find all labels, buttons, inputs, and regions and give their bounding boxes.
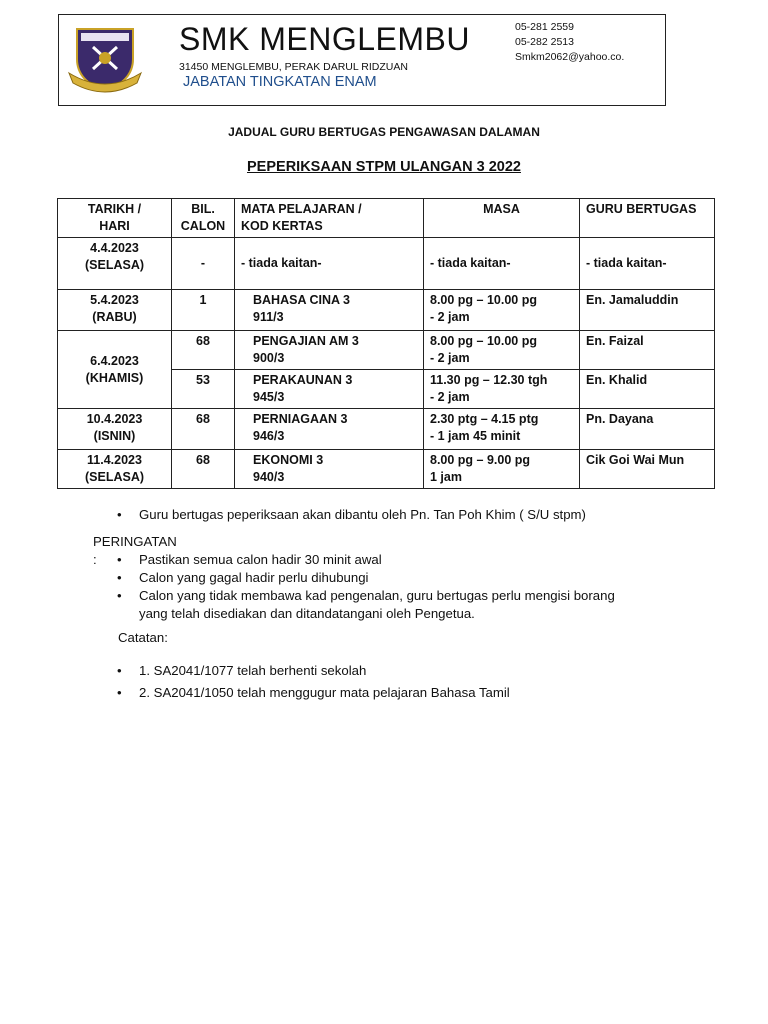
masa-time: 11.30 pg – 12.30 tgh bbox=[430, 373, 548, 387]
date-text: 5.4.2023 bbox=[90, 293, 139, 307]
cell-subject bbox=[235, 370, 424, 409]
phone-2: 05-282 2513 bbox=[515, 36, 574, 48]
peringatan-heading: PERINGATAN : bbox=[93, 534, 177, 567]
table-row bbox=[58, 238, 715, 290]
cell-masa bbox=[424, 450, 580, 489]
subject-name: PERAKAUNAN 3 bbox=[253, 373, 353, 387]
table-row bbox=[58, 450, 715, 489]
subject-code: 911/3 bbox=[253, 310, 284, 324]
cell-guru: - tiada kaitan- bbox=[580, 238, 715, 290]
header-date-line1: TARIKH / bbox=[87, 202, 142, 216]
day-text: (ISNIN) bbox=[93, 429, 136, 443]
header-bil bbox=[172, 199, 235, 238]
subject-code: 900/3 bbox=[253, 351, 285, 365]
cell-subject bbox=[235, 409, 424, 450]
cell-masa bbox=[424, 370, 580, 409]
masa-time: 8.00 pg – 10.00 pg bbox=[430, 334, 537, 348]
letterhead bbox=[58, 14, 666, 106]
cell-date bbox=[58, 238, 172, 290]
day-text: (KHAMIS) bbox=[85, 370, 144, 385]
phone-1: 05-281 2559 bbox=[515, 21, 574, 33]
peringatan-item: Pastikan semua calon hadir 30 minit awal bbox=[139, 552, 382, 567]
cell-guru: Pn. Dayana bbox=[580, 409, 715, 450]
header-bil-line1: BIL. bbox=[191, 202, 215, 216]
header-bil-line2: CALON bbox=[180, 219, 226, 233]
subject-name: BAHASA CINA 3 bbox=[253, 293, 350, 307]
header-guru: GURU BERTUGAS bbox=[580, 199, 715, 238]
school-name: SMK MENGLEMBU bbox=[179, 21, 470, 57]
cell-guru: En. Jamaluddin bbox=[580, 290, 715, 331]
cell-subject bbox=[235, 290, 424, 331]
masa-time: 8.00 pg – 9.00 pg bbox=[430, 453, 531, 467]
cell-guru: En. Khalid bbox=[580, 370, 715, 409]
cell-masa: - tiada kaitan- bbox=[424, 238, 580, 290]
catatan-item: 1. SA2041/1077 telah berhenti sekolah bbox=[139, 663, 367, 678]
header-subject bbox=[235, 199, 424, 238]
contact-info bbox=[515, 20, 624, 65]
header-subject-line2: KOD KERTAS bbox=[241, 219, 323, 233]
cell-date bbox=[58, 331, 172, 409]
bullet: • bbox=[117, 552, 122, 567]
date-text: 11.4.2023 bbox=[87, 453, 142, 467]
bullet: • bbox=[117, 507, 122, 522]
cell-bil: 68 bbox=[172, 450, 235, 489]
table-header-row bbox=[58, 199, 715, 238]
header-date bbox=[58, 199, 172, 238]
peringatan-item: Calon yang gagal hadir perlu dihubungi bbox=[139, 570, 369, 585]
table-row bbox=[58, 331, 715, 370]
peringatan-item: yang telah disediakan dan ditandatangani oleh Pengetua. bbox=[139, 606, 475, 621]
header-masa: MASA bbox=[424, 199, 580, 238]
subject-name: PERNIAGAAN 3 bbox=[253, 412, 348, 426]
cell-masa bbox=[424, 409, 580, 450]
cell-subject bbox=[235, 331, 424, 370]
cell-date bbox=[58, 409, 172, 450]
date-text: 10.4.2023 bbox=[86, 412, 143, 426]
masa-time: 2.30 ptg – 4.15 ptg bbox=[430, 412, 539, 426]
cell-subject bbox=[235, 450, 424, 489]
masa-duration: - 1 jam 45 minit bbox=[430, 429, 521, 443]
header-subject-line1: MATA PELAJARAN / bbox=[241, 202, 362, 216]
table-row bbox=[58, 409, 715, 450]
subject-code: 940/3 bbox=[253, 470, 285, 484]
subject-name: PENGAJIAN AM 3 bbox=[253, 334, 359, 348]
email: Smkm2062@yahoo.co. bbox=[515, 51, 625, 63]
cell-masa bbox=[424, 290, 580, 331]
masa-duration: 1 jam bbox=[430, 470, 462, 484]
school-crest-logo bbox=[67, 25, 143, 93]
school-address: 31450 MENGLEMBU, PERAK DARUL RIDZUAN bbox=[179, 61, 408, 73]
bullet: • bbox=[117, 570, 122, 585]
cell-masa bbox=[424, 331, 580, 370]
note-assist: Guru bertugas peperiksaan akan dibantu oleh Pn. Tan Poh Khim ( S/U stpm) bbox=[139, 507, 586, 522]
header-date-line2: HARI bbox=[99, 219, 130, 233]
day-text: (SELASA) bbox=[84, 470, 145, 484]
peringatan-item: Calon yang tidak membawa kad pengenalan, guru bertugas perlu mengisi borang bbox=[139, 588, 615, 603]
catatan-item: 2. SA2041/1050 telah menggugur mata pelajaran Bahasa Tamil bbox=[139, 685, 510, 700]
subject-code: 945/3 bbox=[253, 390, 285, 404]
cell-bil: 53 bbox=[172, 370, 235, 409]
cell-bil: 68 bbox=[172, 331, 235, 370]
bullet: • bbox=[117, 588, 122, 603]
table-row bbox=[58, 290, 715, 331]
duty-schedule-table bbox=[57, 198, 715, 489]
subject-code: 946/3 bbox=[253, 429, 285, 443]
masa-time: 8.00 pg – 10.00 pg bbox=[430, 293, 537, 307]
masa-duration: - 2 jam bbox=[430, 310, 470, 324]
cell-subject: - tiada kaitan- bbox=[235, 238, 424, 290]
masa-duration: - 2 jam bbox=[430, 390, 470, 404]
catatan-heading: Catatan: bbox=[118, 630, 168, 645]
cell-bil: 68 bbox=[172, 409, 235, 450]
department-name: JABATAN TINGKATAN ENAM bbox=[183, 74, 377, 90]
date-text: 6.4.2023 bbox=[90, 353, 139, 368]
date-text: 4.4.2023 bbox=[90, 241, 139, 255]
bullet: • bbox=[117, 685, 122, 700]
bullet: • bbox=[117, 663, 122, 678]
cell-date bbox=[58, 450, 172, 489]
day-text: (RABU) bbox=[92, 310, 137, 324]
cell-guru: En. Faizal bbox=[580, 331, 715, 370]
document-subtitle: PEPERIKSAAN STPM ULANGAN 3 2022 bbox=[247, 159, 521, 175]
cell-bil: 1 bbox=[172, 290, 235, 331]
cell-date bbox=[58, 290, 172, 331]
cell-guru: Cik Goi Wai Mun bbox=[580, 450, 715, 489]
masa-duration: - 2 jam bbox=[430, 351, 470, 365]
document-title: JADUAL GURU BERTUGAS PENGAWASAN DALAMAN bbox=[228, 125, 540, 139]
day-text: (SELASA) bbox=[84, 258, 145, 272]
cell-bil: - bbox=[172, 238, 235, 290]
subject-name: EKONOMI 3 bbox=[253, 453, 324, 467]
